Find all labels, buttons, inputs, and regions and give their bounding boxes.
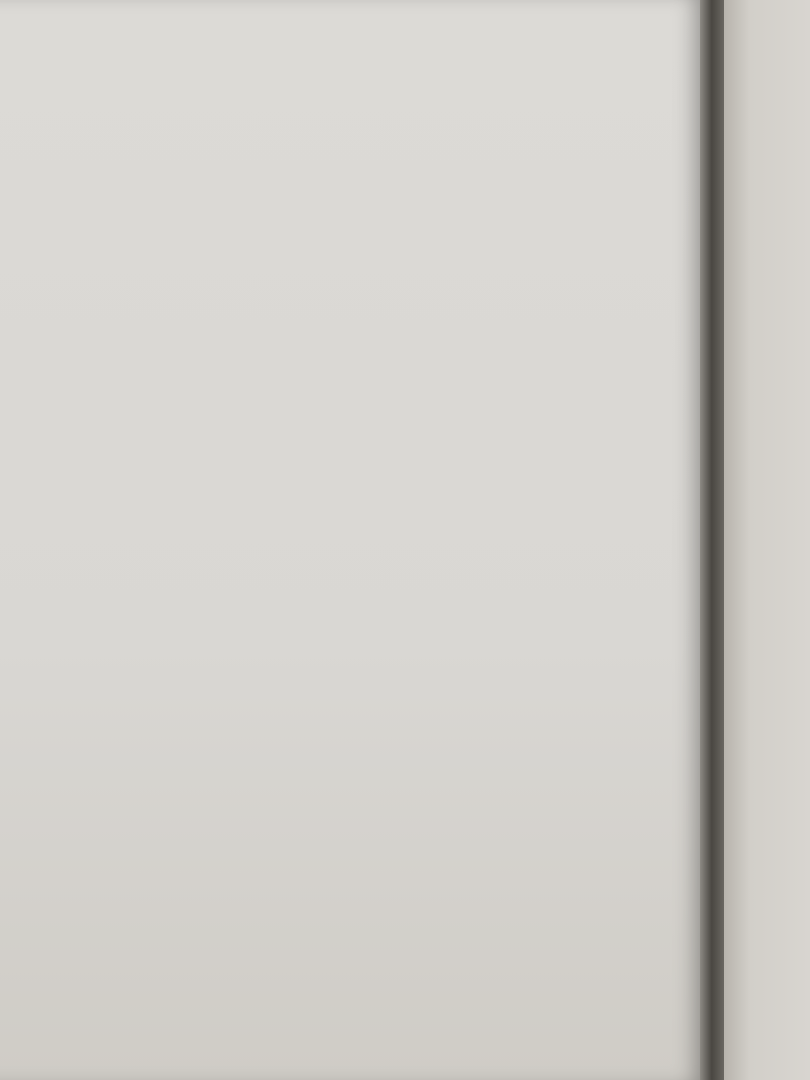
right-page-fragment	[724, 0, 810, 1080]
chapter-body-text	[30, 234, 690, 244]
book-gutter	[700, 0, 726, 1080]
chapter-title	[0, 182, 700, 189]
